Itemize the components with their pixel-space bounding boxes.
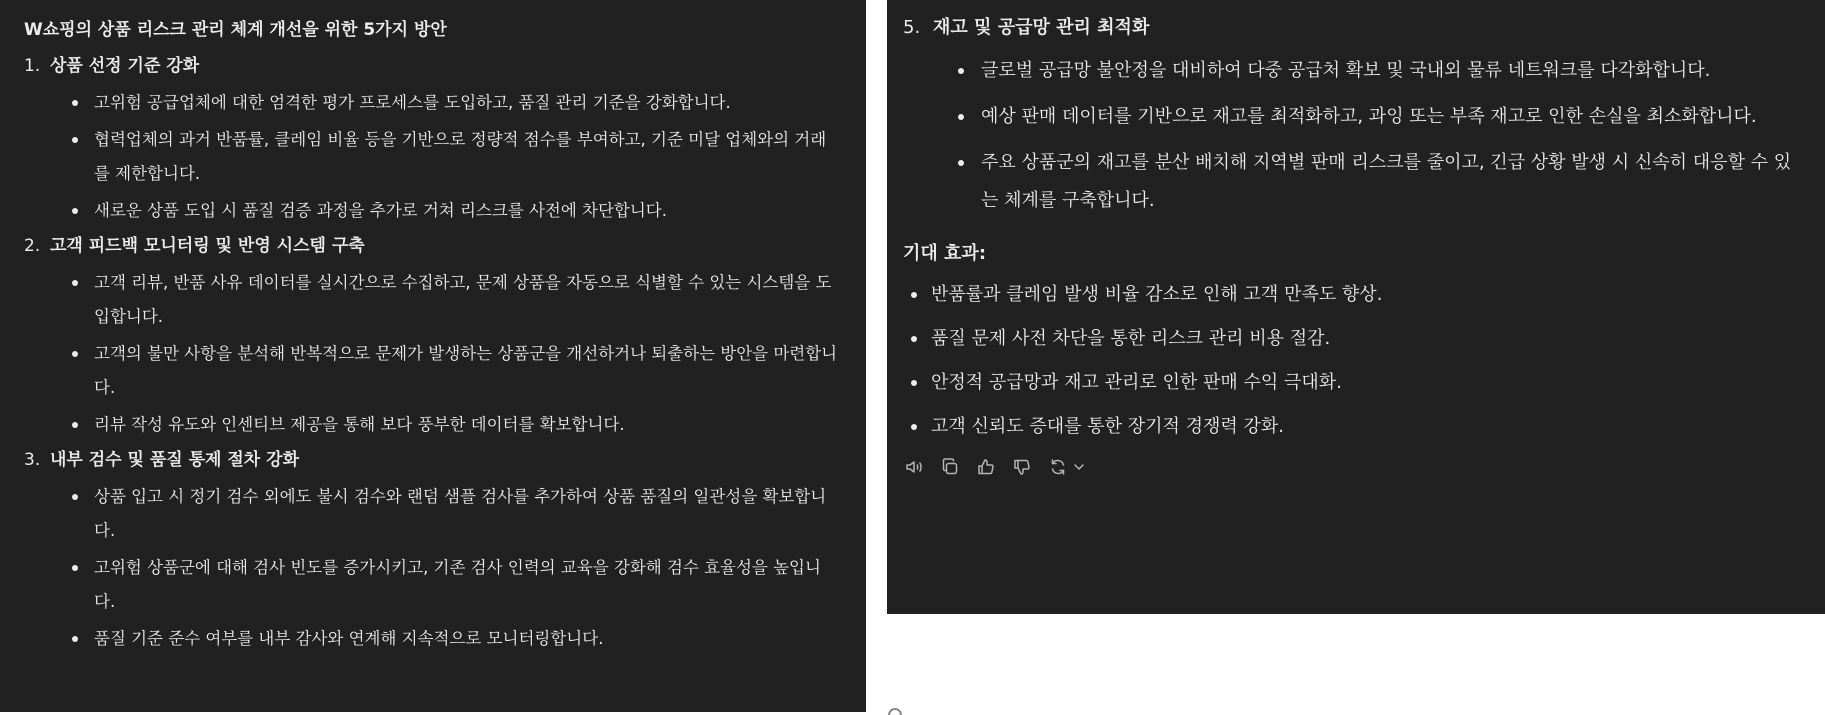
scroll-marker-bottom — [888, 708, 902, 715]
bullet-item: 새로운 상품 도입 시 품질 검증 과정을 추가로 거쳐 리스크를 사전에 차단합니다. — [24, 194, 842, 228]
effects-title: 기대 효과: — [903, 243, 987, 264]
message-actions-toolbar — [903, 456, 1805, 478]
effect-item: 품질 문제 사전 차단을 통한 리스크 관리 비용 절감. — [903, 324, 1805, 354]
section-heading: 재고 및 공급망 관리 최적화 — [933, 17, 1150, 38]
bullet-item: 협력업체의 과거 반품률, 클레임 비율 등을 기반으로 정량적 점수를 부여하고, 기준 미달 업체와의 거래를 제한합니다. — [24, 123, 842, 191]
bullet-item: 리뷰 작성 유도와 인센티브 제공을 통해 보다 풍부한 데이터를 확보합니다. — [24, 408, 842, 442]
effect-item: 고객 신뢰도 증대를 통한 장기적 경쟁력 강화. — [903, 412, 1805, 442]
bullet-item: 고객의 불만 사항을 분석해 반복적으로 문제가 발생하는 상품군을 개선하거나 퇴출하는 방안을 마련합니다. — [24, 337, 842, 405]
thumbs-down-icon[interactable] — [1011, 456, 1033, 478]
bullet-item: 고객 리뷰, 반품 사유 데이터를 실시간으로 수집하고, 문제 상품을 자동으로 식별할 수 있는 시스템을 도입합니다. — [24, 266, 842, 334]
bullet-item: 상품 입고 시 정기 검수 외에도 불시 검수와 랜덤 샘플 검사를 추가하여 상품 품질의 일관성을 확보합니다. — [24, 480, 842, 548]
response-title: W쇼핑의 상품 리스크 관리 체계 개선을 위한 5가지 방안 — [24, 20, 447, 40]
section-1 — [24, 54, 842, 228]
right-chat-panel — [887, 0, 1825, 614]
speaker-icon[interactable] — [903, 456, 925, 478]
bullet-item: 품질 기준 준수 여부를 내부 감사와 연계해 지속적으로 모니터링합니다. — [24, 622, 842, 656]
regenerate-icon[interactable] — [1047, 456, 1069, 478]
effect-item: 안정적 공급망과 재고 관리로 인한 판매 수익 극대화. — [903, 368, 1805, 398]
section-5 — [903, 14, 1805, 220]
section-heading: 내부 검수 및 품질 통제 절차 강화 — [50, 450, 299, 470]
section-3 — [24, 448, 842, 656]
thumbs-up-icon[interactable] — [975, 456, 997, 478]
bullet-item: 글로벌 공급망 불안정을 대비하여 다중 공급처 확보 및 국내외 물류 네트워크를 다각화합니다. — [903, 52, 1805, 90]
section-heading: 상품 선정 기준 강화 — [50, 56, 200, 76]
copy-icon[interactable] — [939, 456, 961, 478]
bullet-item: 고위험 공급업체에 대한 엄격한 평가 프로세스를 도입하고, 품질 관리 기준을 강화합니다. — [24, 86, 842, 120]
effects-list — [903, 280, 1805, 442]
section-number: 2. — [24, 236, 41, 256]
bullet-item: 예상 판매 데이터를 기반으로 재고를 최적화하고, 과잉 또는 부족 재고로 인한 손실을 최소화합니다. — [903, 98, 1805, 136]
section-number: 5. — [903, 17, 921, 38]
section-2 — [24, 234, 842, 442]
bullet-item: 고위험 상품군에 대해 검사 빈도를 증가시키고, 기존 검사 인력의 교육을 강화해 검수 효율성을 높입니다. — [24, 551, 842, 619]
section-number: 3. — [24, 450, 41, 470]
section-heading: 고객 피드백 모니터링 및 반영 시스템 구축 — [50, 236, 365, 256]
chevron-down-icon[interactable] — [1073, 456, 1085, 478]
left-chat-panel — [0, 0, 866, 712]
bullet-item: 주요 상품군의 재고를 분산 배치해 지역별 판매 리스크를 줄이고, 긴급 상황 발생 시 신속히 대응할 수 있는 체계를 구축합니다. — [903, 144, 1805, 220]
effect-item: 반품률과 클레임 발생 비율 감소로 인해 고객 만족도 향상. — [903, 280, 1805, 310]
section-number: 1. — [24, 56, 41, 76]
